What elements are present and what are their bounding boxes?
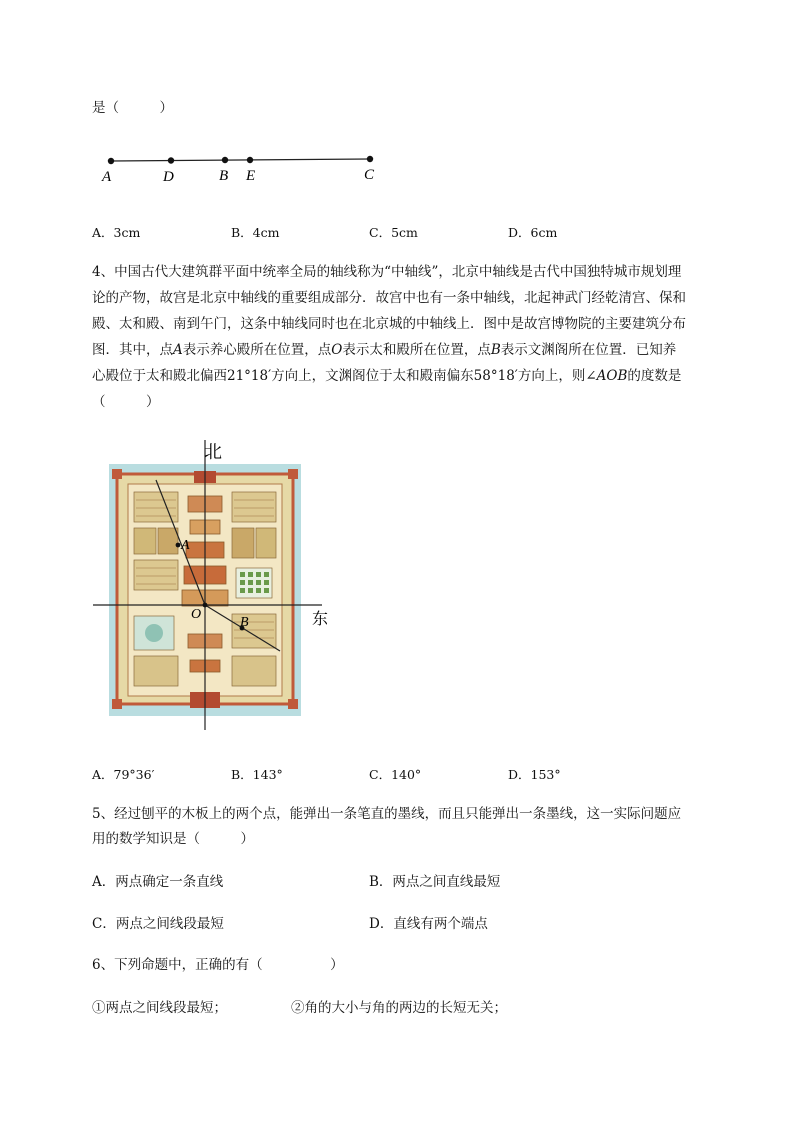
q4-var-o: O xyxy=(331,342,343,358)
map-point-o xyxy=(203,603,208,608)
q6-item-2: ②角的大小与角的两边的长短无关； xyxy=(291,1000,507,1016)
q4-var-b: B xyxy=(490,342,501,358)
q4-option-b[interactable]: B．143° xyxy=(231,767,283,782)
q4-var-a: A xyxy=(173,342,183,358)
q4-line-4-c: 表示太和殿所在位置，点 xyxy=(342,342,491,358)
q4-line-5 xyxy=(92,367,681,385)
q5-option-d[interactable]: D．直线有两个端点 xyxy=(369,916,488,932)
q4-option-d[interactable]: D．153° xyxy=(508,767,561,782)
segment-diagram xyxy=(95,148,395,188)
label-north: 北 xyxy=(204,442,222,462)
q4-line-3: 殿、太和殿、南到午门，这条中轴线同时也在北京城的中轴线上．图中是故宫博物院的主要建筑分布 xyxy=(92,316,686,332)
q4-line-4-b: 表示养心殿所在位置，点 xyxy=(182,342,332,358)
q4-line-4-d: 表示文渊阁所在位置．已知养 xyxy=(500,342,677,358)
point-b-label: B xyxy=(219,168,229,184)
q4-line-4 xyxy=(92,341,676,359)
q4-line-2: 论的产物，故宫是北京中轴线的重要组成部分．故宫中也有一条中轴线，北起神武门经乾清宫、保和 xyxy=(92,290,686,306)
label-o: O xyxy=(191,607,202,622)
q6-line-1: 6、下列命题中，正确的有（ ） xyxy=(92,957,344,973)
q3-option-b[interactable]: B．4cm xyxy=(231,225,280,240)
q5-option-c[interactable]: C．两点之间线段最短 xyxy=(92,916,224,932)
q5-line-1: 5、经过刨平的木板上的两个点，能弹出一条笔直的墨线，而且只能弹出一条墨线，这一实际问题应 xyxy=(92,806,682,822)
q5-option-a[interactable]: A．两点确定一条直线 xyxy=(92,874,224,890)
q4-line-1: 4、中国古代大建筑群平面中统率全局的轴线称为“中轴线”，北京中轴线是古代中国独特城市规划理 xyxy=(92,264,682,280)
forbidden-city-figure xyxy=(90,438,340,738)
label-b: B xyxy=(240,615,249,630)
point-e-label: E xyxy=(246,168,256,184)
q4-line-5-a: 心殿位于太和殿北偏西21°18′方向上，文渊阁位于太和殿南偏东58°18′方向上，则∠ xyxy=(92,368,597,384)
point-b xyxy=(222,157,228,163)
label-a: A xyxy=(181,538,190,553)
q5-line-2: 用的数学知识是（ ） xyxy=(92,831,254,847)
point-c-label: C xyxy=(364,167,375,183)
point-a-label: A xyxy=(102,169,112,185)
map-point-a xyxy=(176,543,181,548)
q5-option-b[interactable]: B．两点之间直线最短 xyxy=(369,874,501,890)
point-a xyxy=(108,158,114,164)
q3-option-a[interactable]: A．3cm xyxy=(92,225,141,240)
point-d-label: D xyxy=(163,169,174,185)
q3-tail: 是（ ） xyxy=(92,100,173,116)
q4-angle-name: AOB xyxy=(596,368,628,384)
q6-item-1: ①两点之间线段最短； xyxy=(92,1000,227,1016)
label-east: 东 xyxy=(312,611,329,628)
q4-option-a[interactable]: A．79°36′ xyxy=(92,767,155,782)
q4-option-c[interactable]: C．140° xyxy=(369,767,422,782)
point-c xyxy=(367,156,373,162)
q3-option-d[interactable]: D．6cm xyxy=(508,225,558,240)
q4-line-6: （ ） xyxy=(92,394,160,410)
q4-line-4-a: 图．其中，点 xyxy=(92,342,173,358)
point-e xyxy=(247,157,253,163)
q3-option-c[interactable]: C．5cm xyxy=(369,225,418,240)
q4-line-5-c: 的度数是 xyxy=(627,368,682,384)
point-d xyxy=(168,157,174,163)
